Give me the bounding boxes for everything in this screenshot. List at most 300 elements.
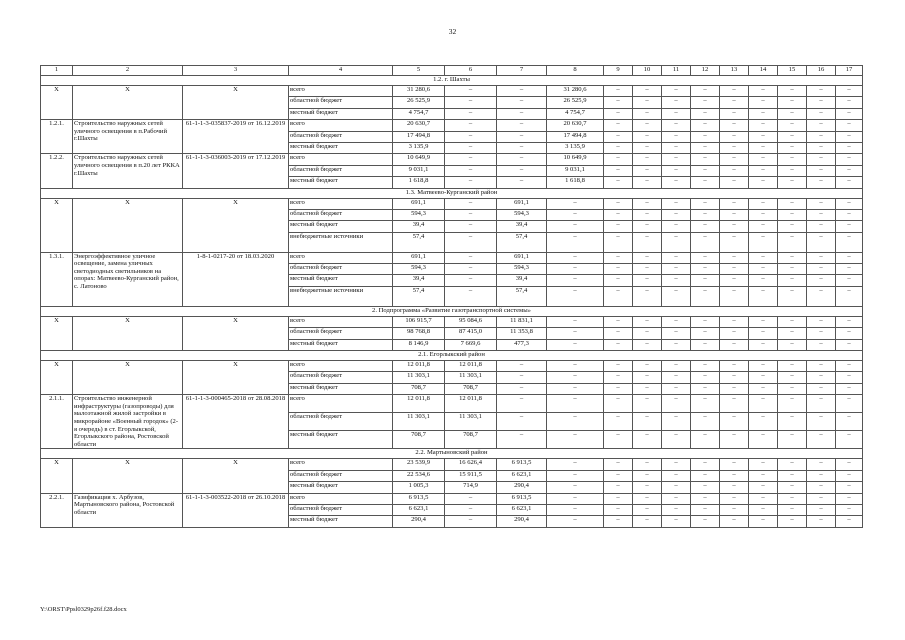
empty-cell: – xyxy=(691,372,720,383)
empty-cell: – xyxy=(662,209,691,220)
empty-cell: – xyxy=(633,154,662,165)
empty-cell: – xyxy=(836,383,863,394)
amount-cell: – xyxy=(445,286,497,306)
empty-cell: – xyxy=(836,142,863,153)
empty-cell: – xyxy=(836,482,863,493)
empty-cell: – xyxy=(633,165,662,176)
empty-cell: – xyxy=(604,275,633,286)
empty-cell: – xyxy=(720,286,749,306)
empty-cell: – xyxy=(691,339,720,350)
empty-cell: – xyxy=(836,177,863,188)
table-row xyxy=(41,198,863,209)
table-row xyxy=(41,361,863,372)
empty-cell: – xyxy=(807,383,836,394)
empty-cell: – xyxy=(778,120,807,131)
empty-cell: – xyxy=(604,97,633,108)
empty-cell: – xyxy=(633,275,662,286)
amount-cell: – xyxy=(547,383,604,394)
section-row xyxy=(41,351,863,361)
amount-cell: 16 626,4 xyxy=(445,459,497,470)
empty-cell: – xyxy=(662,108,691,119)
row-number: Х xyxy=(41,361,73,395)
section-row xyxy=(41,449,863,459)
amount-cell: – xyxy=(445,209,497,220)
empty-cell: – xyxy=(807,154,836,165)
amount-cell: – xyxy=(547,372,604,383)
empty-cell: – xyxy=(604,516,633,527)
empty-cell: – xyxy=(720,470,749,481)
empty-cell: – xyxy=(749,209,778,220)
empty-cell: – xyxy=(662,154,691,165)
amount-cell: 691,1 xyxy=(393,252,445,263)
empty-cell: – xyxy=(807,275,836,286)
empty-cell: – xyxy=(720,86,749,97)
empty-cell: – xyxy=(836,131,863,142)
amount-cell: – xyxy=(497,361,547,372)
empty-cell: – xyxy=(662,86,691,97)
amount-cell: 87 415,0 xyxy=(445,328,497,339)
funding-source: всего xyxy=(289,316,393,327)
row-number: Х xyxy=(41,86,73,120)
empty-cell: – xyxy=(749,431,778,449)
header-row xyxy=(41,66,863,76)
empty-cell: – xyxy=(778,154,807,165)
empty-cell: – xyxy=(749,108,778,119)
empty-cell: – xyxy=(807,413,836,431)
empty-cell: – xyxy=(662,516,691,527)
empty-cell: – xyxy=(749,459,778,470)
col-header: 7 xyxy=(497,66,547,76)
empty-cell: – xyxy=(778,395,807,413)
section-row xyxy=(41,306,863,316)
empty-cell: – xyxy=(633,413,662,431)
empty-cell: – xyxy=(633,431,662,449)
amount-cell: 39,4 xyxy=(393,221,445,232)
amount-cell: 26 525,9 xyxy=(393,97,445,108)
row-number: 2.2.1. xyxy=(41,493,73,527)
empty-cell: – xyxy=(778,482,807,493)
amount-cell: – xyxy=(547,459,604,470)
page-number: 32 xyxy=(448,27,457,36)
amount-cell: 11 303,1 xyxy=(445,372,497,383)
empty-cell: – xyxy=(836,165,863,176)
object-name: Строительство наружных сетей уличного освещения в п.Рабочий г.Шахты xyxy=(73,120,183,154)
empty-cell: – xyxy=(662,328,691,339)
amount-cell: 1 618,8 xyxy=(393,177,445,188)
empty-cell: – xyxy=(749,120,778,131)
amount-cell: – xyxy=(547,516,604,527)
empty-cell: – xyxy=(807,493,836,504)
empty-cell: – xyxy=(749,286,778,306)
empty-cell: – xyxy=(807,165,836,176)
empty-cell: – xyxy=(691,252,720,263)
empty-cell: – xyxy=(720,339,749,350)
empty-cell: – xyxy=(836,209,863,220)
empty-cell: – xyxy=(662,142,691,153)
amount-cell: – xyxy=(547,339,604,350)
empty-cell: – xyxy=(633,286,662,306)
empty-cell: – xyxy=(691,482,720,493)
empty-cell: – xyxy=(604,339,633,350)
empty-cell: – xyxy=(720,493,749,504)
amount-cell: 6 623,1 xyxy=(497,504,547,515)
empty-cell: – xyxy=(720,198,749,209)
empty-cell: – xyxy=(662,493,691,504)
empty-cell: – xyxy=(604,198,633,209)
section-title: 2.2. Мартыновский район xyxy=(41,449,863,459)
empty-cell: – xyxy=(836,431,863,449)
empty-cell: – xyxy=(749,275,778,286)
empty-cell: – xyxy=(778,198,807,209)
empty-cell: – xyxy=(778,316,807,327)
empty-cell: – xyxy=(749,516,778,527)
amount-cell: – xyxy=(547,275,604,286)
amount-cell: 11 353,8 xyxy=(497,328,547,339)
table-row xyxy=(41,86,863,97)
empty-cell: – xyxy=(836,86,863,97)
amount-cell: 6 623,1 xyxy=(497,470,547,481)
object-code: Х xyxy=(183,459,289,493)
empty-cell: – xyxy=(720,459,749,470)
empty-cell: – xyxy=(633,470,662,481)
empty-cell: – xyxy=(807,86,836,97)
amount-cell: 20 630,7 xyxy=(547,120,604,131)
amount-cell: – xyxy=(497,413,547,431)
empty-cell: – xyxy=(778,131,807,142)
empty-cell: – xyxy=(720,395,749,413)
amount-cell: 17 494,8 xyxy=(393,131,445,142)
amount-cell: 98 768,8 xyxy=(393,328,445,339)
funding-source: всего xyxy=(289,459,393,470)
empty-cell: – xyxy=(604,232,633,252)
empty-cell: – xyxy=(691,470,720,481)
empty-cell: – xyxy=(749,395,778,413)
empty-cell: – xyxy=(807,97,836,108)
empty-cell: – xyxy=(807,470,836,481)
empty-cell: – xyxy=(604,395,633,413)
amount-cell: – xyxy=(547,504,604,515)
row-number: 1.2.1. xyxy=(41,120,73,154)
object-name: Х xyxy=(73,459,183,493)
col-header: 13 xyxy=(720,66,749,76)
funding-source: местный бюджет xyxy=(289,482,393,493)
col-header: 16 xyxy=(807,66,836,76)
amount-cell: 39,4 xyxy=(497,275,547,286)
col-header: 11 xyxy=(662,66,691,76)
amount-cell: 22 534,6 xyxy=(393,470,445,481)
amount-cell: 6 913,5 xyxy=(497,459,547,470)
empty-cell: – xyxy=(720,120,749,131)
empty-cell: – xyxy=(691,286,720,306)
empty-cell: – xyxy=(604,86,633,97)
col-header: 10 xyxy=(633,66,662,76)
amount-cell: 17 494,8 xyxy=(547,131,604,142)
empty-cell: – xyxy=(836,316,863,327)
amount-cell: – xyxy=(547,286,604,306)
empty-cell: – xyxy=(691,504,720,515)
empty-cell: – xyxy=(604,120,633,131)
empty-cell: – xyxy=(633,372,662,383)
empty-cell: – xyxy=(691,264,720,275)
amount-cell: – xyxy=(445,142,497,153)
empty-cell: – xyxy=(778,177,807,188)
empty-cell: – xyxy=(807,372,836,383)
row-number: 1.3.1. xyxy=(41,252,73,306)
empty-cell: – xyxy=(720,504,749,515)
amount-cell: 594,3 xyxy=(497,264,547,275)
empty-cell: – xyxy=(662,232,691,252)
empty-cell: – xyxy=(836,286,863,306)
empty-cell: – xyxy=(749,232,778,252)
amount-cell: – xyxy=(547,493,604,504)
empty-cell: – xyxy=(604,286,633,306)
empty-cell: – xyxy=(778,383,807,394)
empty-cell: – xyxy=(778,470,807,481)
empty-cell: – xyxy=(691,86,720,97)
empty-cell: – xyxy=(662,286,691,306)
empty-cell: – xyxy=(807,328,836,339)
empty-cell: – xyxy=(633,459,662,470)
amount-cell: 23 539,9 xyxy=(393,459,445,470)
empty-cell: – xyxy=(778,493,807,504)
funding-source: местный бюджет xyxy=(289,339,393,350)
empty-cell: – xyxy=(604,493,633,504)
col-header: 2 xyxy=(73,66,183,76)
table-row xyxy=(41,154,863,165)
empty-cell: – xyxy=(720,328,749,339)
empty-cell: – xyxy=(836,221,863,232)
amount-cell: – xyxy=(547,198,604,209)
empty-cell: – xyxy=(778,339,807,350)
amount-cell: 594,3 xyxy=(497,209,547,220)
funding-source: всего xyxy=(289,86,393,97)
empty-cell: – xyxy=(749,221,778,232)
empty-cell: – xyxy=(807,286,836,306)
empty-cell: – xyxy=(691,383,720,394)
empty-cell: – xyxy=(662,431,691,449)
funding-source: областной бюджет xyxy=(289,504,393,515)
empty-cell: – xyxy=(720,372,749,383)
amount-cell: 10 649,9 xyxy=(547,154,604,165)
object-code: 61-1-1-3-003522-2018 от 26.10.2018 xyxy=(183,493,289,527)
amount-cell: – xyxy=(547,252,604,263)
empty-cell: – xyxy=(662,120,691,131)
empty-cell: – xyxy=(633,316,662,327)
amount-cell: 11 303,1 xyxy=(445,413,497,431)
funding-source: местный бюджет xyxy=(289,275,393,286)
empty-cell: – xyxy=(720,108,749,119)
empty-cell: – xyxy=(778,275,807,286)
empty-cell: – xyxy=(604,177,633,188)
empty-cell: – xyxy=(778,142,807,153)
amount-cell: – xyxy=(547,264,604,275)
empty-cell: – xyxy=(807,221,836,232)
empty-cell: – xyxy=(633,252,662,263)
empty-cell: – xyxy=(807,316,836,327)
empty-cell: – xyxy=(691,142,720,153)
amount-cell: – xyxy=(445,198,497,209)
empty-cell: – xyxy=(749,504,778,515)
empty-cell: – xyxy=(633,339,662,350)
amount-cell: – xyxy=(445,275,497,286)
empty-cell: – xyxy=(749,470,778,481)
table-row xyxy=(41,395,863,413)
amount-cell: 290,4 xyxy=(393,516,445,527)
col-header: 14 xyxy=(749,66,778,76)
empty-cell: – xyxy=(749,264,778,275)
empty-cell: – xyxy=(778,97,807,108)
empty-cell: – xyxy=(633,86,662,97)
object-code: 61-1-1-3-000465-2018 от 28.08.2018 xyxy=(183,395,289,449)
empty-cell: – xyxy=(662,339,691,350)
amount-cell: – xyxy=(497,86,547,97)
empty-cell: – xyxy=(720,97,749,108)
empty-cell: – xyxy=(662,316,691,327)
empty-cell: – xyxy=(836,413,863,431)
amount-cell: 594,3 xyxy=(393,209,445,220)
amount-cell: 1 618,8 xyxy=(547,177,604,188)
empty-cell: – xyxy=(691,361,720,372)
empty-cell: – xyxy=(662,459,691,470)
empty-cell: – xyxy=(836,372,863,383)
amount-cell: 8 146,9 xyxy=(393,339,445,350)
amount-cell: 3 135,9 xyxy=(547,142,604,153)
section-title: 2.1. Егорлыкский район xyxy=(41,351,863,361)
empty-cell: – xyxy=(633,131,662,142)
empty-cell: – xyxy=(633,120,662,131)
amount-cell: – xyxy=(445,264,497,275)
empty-cell: – xyxy=(633,177,662,188)
empty-cell: – xyxy=(633,516,662,527)
empty-cell: – xyxy=(720,142,749,153)
empty-cell: – xyxy=(662,470,691,481)
col-header: 5 xyxy=(393,66,445,76)
empty-cell: – xyxy=(662,252,691,263)
empty-cell: – xyxy=(662,361,691,372)
amount-cell: – xyxy=(497,142,547,153)
empty-cell: – xyxy=(691,177,720,188)
empty-cell: – xyxy=(749,86,778,97)
table-row xyxy=(41,316,863,327)
funding-source: областной бюджет xyxy=(289,97,393,108)
empty-cell: – xyxy=(633,383,662,394)
empty-cell: – xyxy=(691,316,720,327)
amount-cell: 691,1 xyxy=(497,252,547,263)
empty-cell: – xyxy=(662,395,691,413)
funding-source: местный бюджет xyxy=(289,177,393,188)
empty-cell: – xyxy=(749,361,778,372)
funding-source: всего xyxy=(289,198,393,209)
amount-cell: – xyxy=(547,413,604,431)
col-header: 8 xyxy=(547,66,604,76)
amount-cell: 39,4 xyxy=(393,275,445,286)
amount-cell: 95 084,6 xyxy=(445,316,497,327)
empty-cell: – xyxy=(778,221,807,232)
amount-cell: 708,7 xyxy=(445,383,497,394)
amount-cell: 12 011,8 xyxy=(445,395,497,413)
amount-cell: 11 831,1 xyxy=(497,316,547,327)
funding-source: местный бюджет xyxy=(289,516,393,527)
col-header: 1 xyxy=(41,66,73,76)
empty-cell: – xyxy=(778,165,807,176)
object-code: Х xyxy=(183,198,289,252)
empty-cell: – xyxy=(691,154,720,165)
empty-cell: – xyxy=(720,316,749,327)
empty-cell: – xyxy=(836,120,863,131)
empty-cell: – xyxy=(807,361,836,372)
empty-cell: – xyxy=(720,275,749,286)
empty-cell: – xyxy=(836,395,863,413)
empty-cell: – xyxy=(836,504,863,515)
empty-cell: – xyxy=(836,252,863,263)
empty-cell: – xyxy=(720,264,749,275)
empty-cell: – xyxy=(807,504,836,515)
table-row xyxy=(41,493,863,504)
empty-cell: – xyxy=(778,232,807,252)
amount-cell: – xyxy=(547,316,604,327)
empty-cell: – xyxy=(691,431,720,449)
amount-cell: 57,4 xyxy=(393,232,445,252)
empty-cell: – xyxy=(691,275,720,286)
empty-cell: – xyxy=(720,413,749,431)
empty-cell: – xyxy=(662,165,691,176)
empty-cell: – xyxy=(691,97,720,108)
row-number: 2.1.1. xyxy=(41,395,73,449)
object-name: Х xyxy=(73,198,183,252)
empty-cell: – xyxy=(749,493,778,504)
empty-cell: – xyxy=(691,131,720,142)
empty-cell: – xyxy=(720,431,749,449)
row-number: Х xyxy=(41,316,73,350)
empty-cell: – xyxy=(807,120,836,131)
empty-cell: – xyxy=(604,504,633,515)
empty-cell: – xyxy=(604,154,633,165)
empty-cell: – xyxy=(691,165,720,176)
amount-cell: 6 913,5 xyxy=(393,493,445,504)
section-title: 1.2. г. Шахты xyxy=(41,76,863,86)
object-code: Х xyxy=(183,361,289,395)
empty-cell: – xyxy=(720,221,749,232)
empty-cell: – xyxy=(604,372,633,383)
amount-cell: – xyxy=(547,328,604,339)
empty-cell: – xyxy=(749,383,778,394)
funding-source: областной бюджет xyxy=(289,372,393,383)
empty-cell: – xyxy=(691,395,720,413)
section-row xyxy=(41,188,863,198)
empty-cell: – xyxy=(836,232,863,252)
table-row xyxy=(41,459,863,470)
empty-cell: – xyxy=(633,209,662,220)
funding-source: местный бюджет xyxy=(289,221,393,232)
empty-cell: – xyxy=(749,339,778,350)
empty-cell: – xyxy=(691,516,720,527)
amount-cell: 691,1 xyxy=(497,198,547,209)
empty-cell: – xyxy=(633,395,662,413)
empty-cell: – xyxy=(662,383,691,394)
empty-cell: – xyxy=(836,516,863,527)
amount-cell: 12 011,8 xyxy=(393,395,445,413)
empty-cell: – xyxy=(691,209,720,220)
empty-cell: – xyxy=(778,328,807,339)
empty-cell: – xyxy=(604,328,633,339)
empty-cell: – xyxy=(691,413,720,431)
object-name: Х xyxy=(73,361,183,395)
empty-cell: – xyxy=(662,177,691,188)
funding-source: областной бюджет xyxy=(289,209,393,220)
table-row xyxy=(41,252,863,263)
amount-cell: – xyxy=(445,108,497,119)
empty-cell: – xyxy=(749,482,778,493)
